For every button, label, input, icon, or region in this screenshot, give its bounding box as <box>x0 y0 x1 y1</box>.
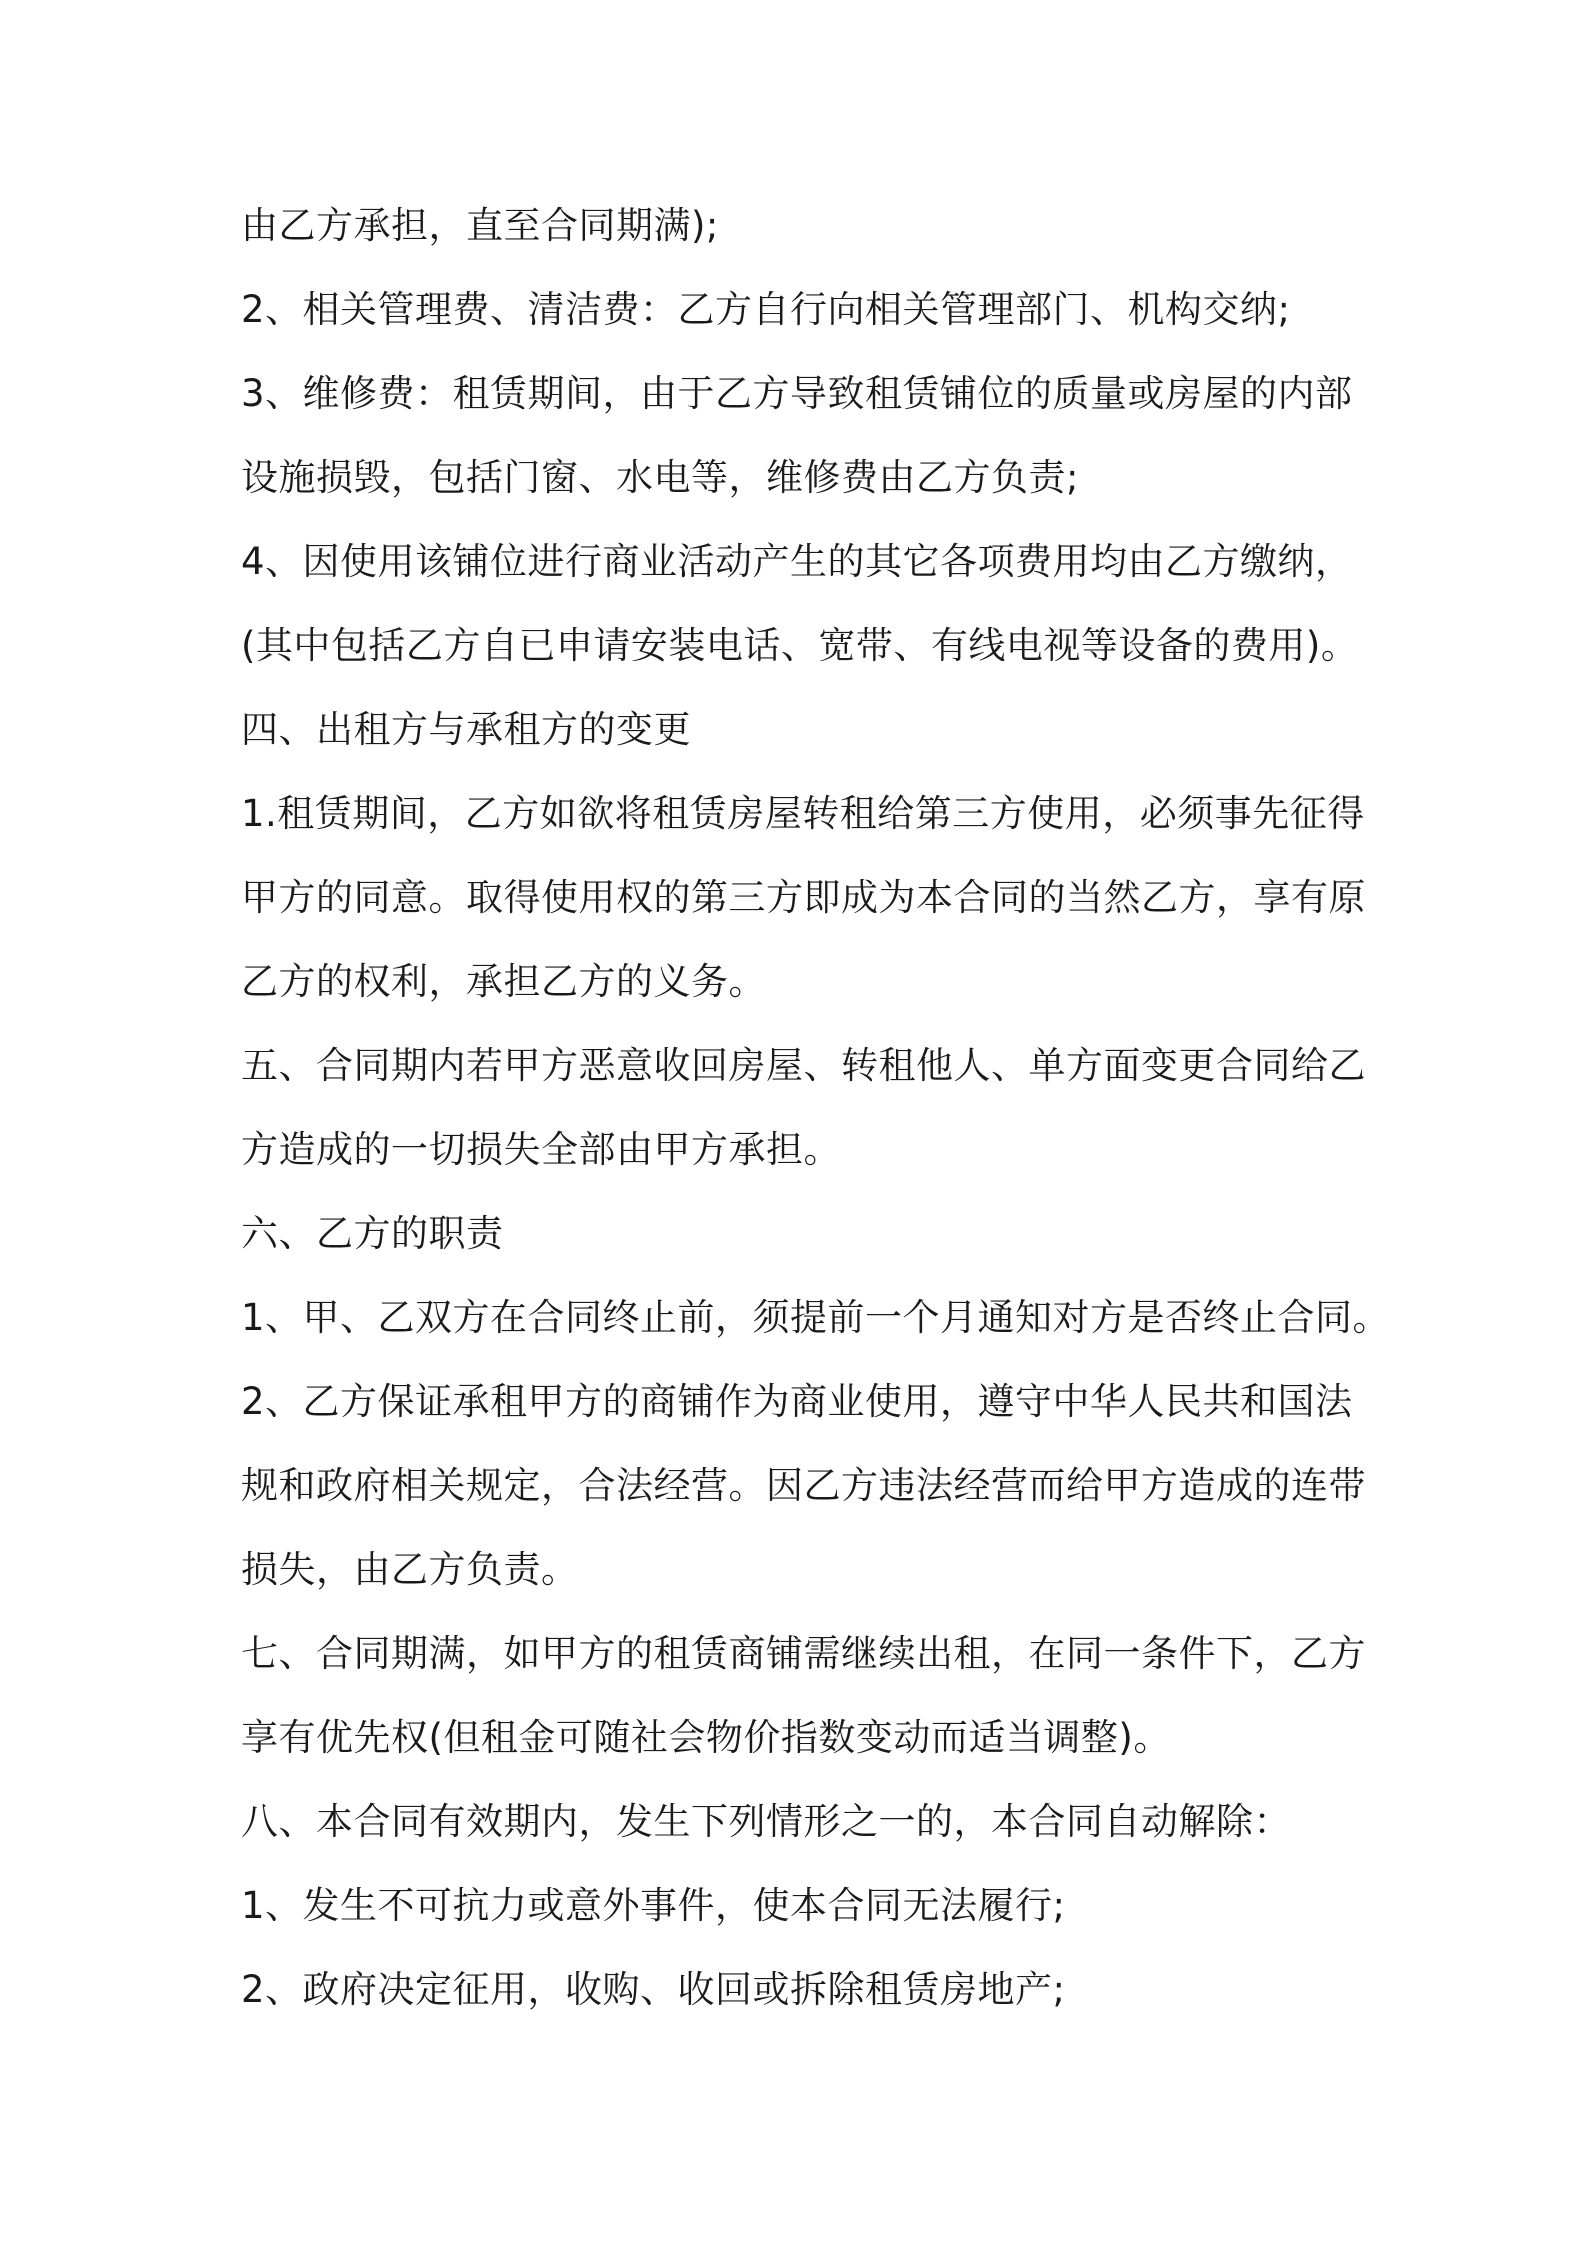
text-line: 2、政府决定征用，收购、收回或拆除租赁房地产; <box>241 1968 1066 2011</box>
text-line: 损失，由乙方负责。 <box>241 1548 579 1591</box>
text-line: (其中包括乙方自已申请安装电话、宽带、有线电视等设备的费用)。 <box>241 624 1359 667</box>
text-line: 乙方的权利，承担乙方的义务。 <box>241 960 766 1003</box>
section-heading: 五、合同期内若甲方恶意收回房屋、转租他人、单方面变更合同给乙 <box>241 1044 1366 1087</box>
section-heading: 八、本合同有效期内，发生下列情形之一的，本合同自动解除： <box>241 1800 1291 1843</box>
text-line: 1、发生不可抗力或意外事件，使本合同无法履行; <box>241 1884 1066 1927</box>
text-line: 享有优先权(但租金可随社会物价指数变动而适当调整)。 <box>241 1716 1171 1759</box>
text-line: 规和政府相关规定，合法经营。因乙方违法经营而给甲方造成的连带 <box>241 1464 1366 1507</box>
text-line: 由乙方承担，直至合同期满); <box>241 204 719 247</box>
section-heading: 六、乙方的职责 <box>241 1212 504 1255</box>
text-line: 4、因使用该铺位进行商业活动产生的其它各项费用均由乙方缴纳， <box>241 540 1353 583</box>
text-line: 甲方的同意。取得使用权的第三方即成为本合同的当然乙方，享有原 <box>241 876 1366 919</box>
text-line: 3、维修费：租赁期间，由于乙方导致租赁铺位的质量或房屋的内部 <box>241 372 1353 415</box>
text-line: 1.租赁期间，乙方如欲将租赁房屋转租给第三方使用，必须事先征得 <box>241 792 1365 835</box>
section-heading: 四、出租方与承租方的变更 <box>241 708 691 751</box>
text-line: 方造成的一切损失全部由甲方承担。 <box>241 1128 841 1171</box>
text-line: 2、乙方保证承租甲方的商铺作为商业使用，遵守中华人民共和国法 <box>241 1380 1353 1423</box>
text-line: 设施损毁，包括门窗、水电等，维修费由乙方负责; <box>241 456 1079 499</box>
section-heading: 七、合同期满，如甲方的租赁商铺需继续出租，在同一条件下，乙方 <box>241 1632 1366 1675</box>
text-line: 1、甲、乙双方在合同终止前，须提前一个月通知对方是否终止合同。 <box>241 1296 1391 1339</box>
text-line: 2、相关管理费、清洁费：乙方自行向相关管理部门、机构交纳; <box>241 288 1291 331</box>
